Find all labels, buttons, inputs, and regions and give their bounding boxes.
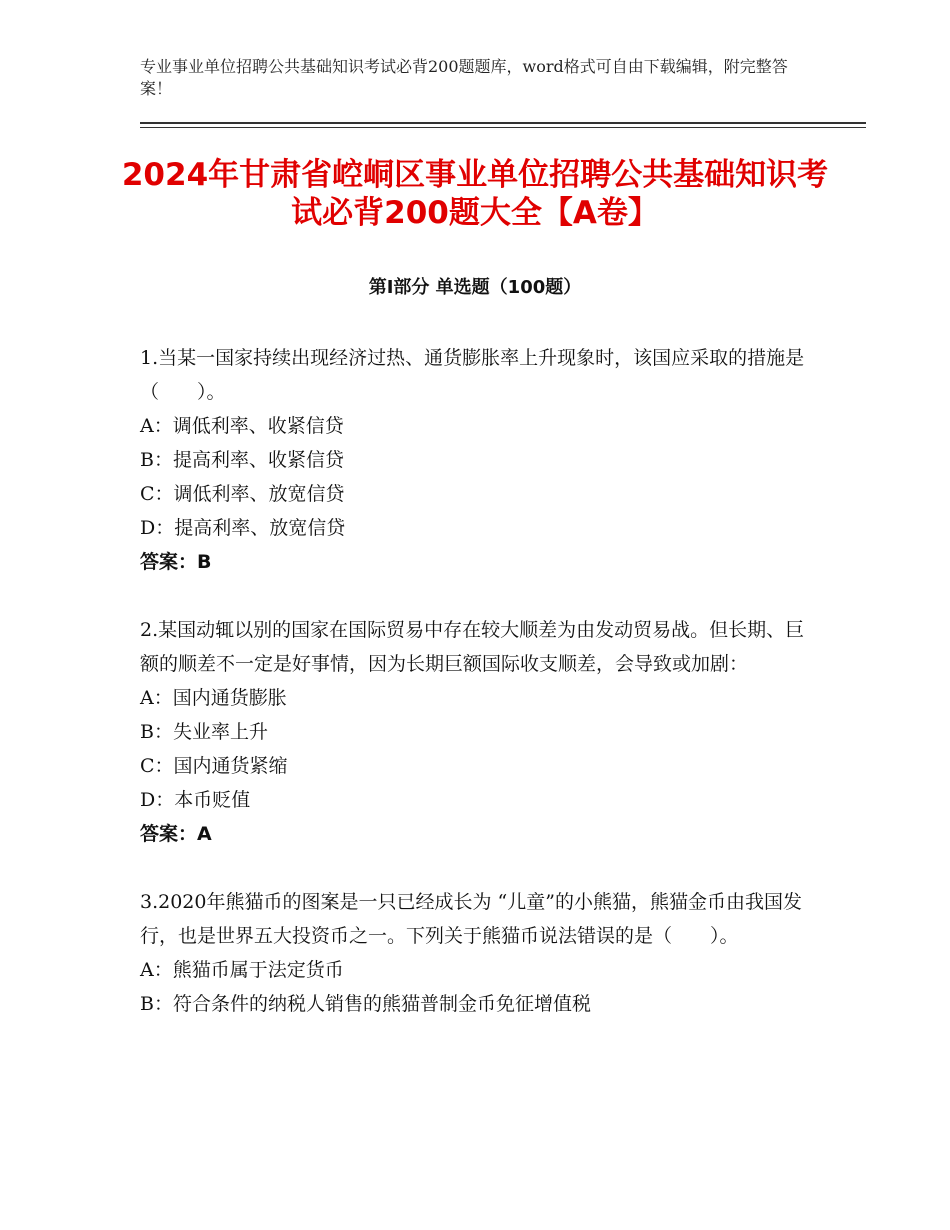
option-a: A：国内通货膨胀	[140, 687, 287, 709]
option-a: A：调低利率、收紧信贷	[140, 415, 344, 437]
option-b: B：提高利率、收紧信贷	[140, 449, 344, 471]
question-stem: 1.当某一国家持续出现经济过热、通货膨胀率上升现象时，该国应采取的措施是（ ）。	[140, 347, 805, 403]
option-c: C：国内通货紧缩	[140, 755, 288, 777]
document-title: 2024年甘肃省崆峒区事业单位招聘公共基础知识考试必背200题大全【A卷】	[121, 157, 829, 231]
section-title: 第Ⅰ部分 单选题（100题）	[368, 277, 582, 298]
question-1	[140, 341, 820, 579]
option-a: A：熊猫币属于法定货币	[140, 959, 344, 981]
option-d: D：提高利率、放宽信贷	[140, 517, 346, 539]
option-b: B：符合条件的纳税人销售的熊猫普制金币免征增值税	[140, 993, 591, 1015]
answer: 答案：A	[140, 823, 212, 845]
question-2	[140, 613, 820, 851]
question-stem: 3.2020年熊猫币的图案是一只已经成长为 “儿童”的小熊猫，熊猫金币由我国发行，也是世界五大投资币之一。下列关于熊猫币说法错误的是（ ）。	[140, 891, 802, 947]
header-rule-thin	[140, 127, 866, 128]
header-note: 专业事业单位招聘公共基础知识考试必背200题题库，word格式可自由下载编辑，附完整答案！	[140, 57, 788, 98]
question-stem: 2.某国动辄以别的国家在国际贸易中存在较大顺差为由发动贸易战。但长期、巨额的顺差不一定是好事情，因为长期巨额国际收支顺差，会导致或加剧：	[140, 619, 805, 675]
option-d: D：本币贬值	[140, 789, 251, 811]
question-3	[140, 885, 820, 1021]
header-rule-thick	[140, 122, 866, 124]
question-list	[140, 341, 820, 1055]
answer: 答案：B	[140, 551, 212, 573]
option-c: C：调低利率、放宽信贷	[140, 483, 345, 505]
option-b: B：失业率上升	[140, 721, 268, 743]
